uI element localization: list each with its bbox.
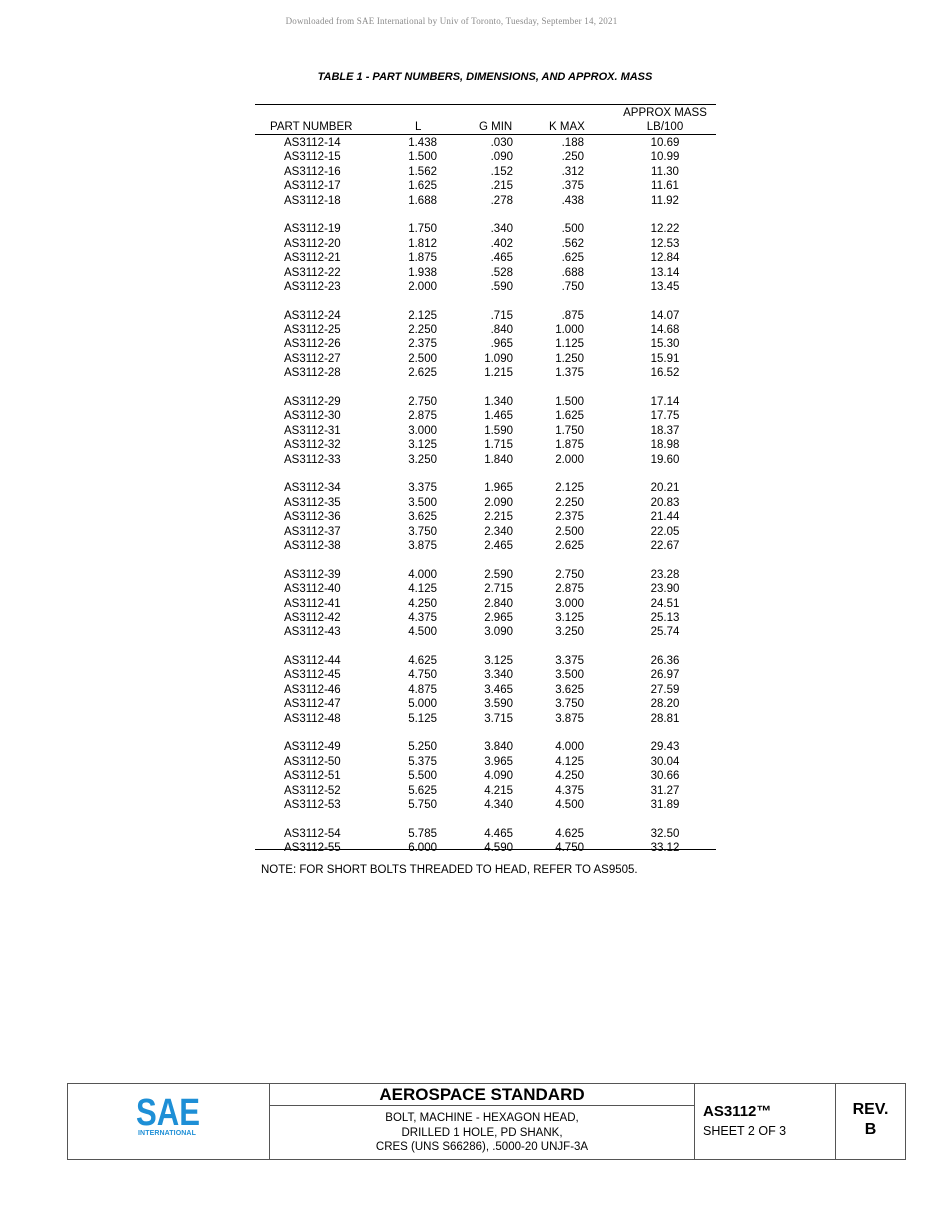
cell-k-max: 3.500 — [555, 669, 584, 682]
table-row — [255, 237, 716, 251]
cell-l: 4.625 — [408, 655, 437, 668]
row-group — [255, 740, 716, 812]
cell-part-number: AS3112-55 — [284, 842, 341, 855]
table-row — [255, 409, 716, 423]
standard-description — [270, 1111, 694, 1155]
cell-k-max: 3.750 — [555, 698, 584, 711]
cell-approx-mass: 22.67 — [650, 539, 680, 552]
cell-k-max: .188 — [561, 137, 584, 149]
cell-g-min: 1.840 — [484, 453, 513, 466]
table-row — [255, 337, 716, 351]
table-row — [255, 194, 716, 208]
cell-approx-mass: 23.90 — [650, 583, 680, 596]
table-row — [255, 625, 716, 639]
cell-g-min: 2.715 — [484, 583, 513, 596]
revision-label: REV. — [852, 1101, 889, 1118]
table-row — [255, 323, 716, 337]
cell-l: 6.000 — [408, 842, 437, 855]
cell-k-max: .438 — [561, 194, 584, 207]
cell-approx-mass: 10.69 — [650, 137, 680, 149]
cell-k-max: .625 — [561, 252, 584, 265]
document-cell — [695, 1084, 836, 1159]
cell-g-min: 3.340 — [484, 669, 513, 682]
table-row — [255, 496, 716, 510]
table-row — [255, 251, 716, 265]
sae-logo-mark — [136, 1094, 200, 1128]
cell-l: 4.875 — [408, 683, 437, 696]
header-g-min: G MIN — [479, 121, 513, 133]
cell-l: 1.750 — [408, 223, 437, 236]
cell-l: 2.625 — [408, 367, 437, 380]
cell-approx-mass: 12.22 — [650, 223, 680, 236]
cell-part-number: AS3112-50 — [284, 755, 341, 768]
cell-g-min: .152 — [490, 165, 513, 178]
cell-l: 3.375 — [408, 482, 437, 495]
table-row — [255, 309, 716, 323]
cell-approx-mass: 32.50 — [650, 827, 680, 840]
cell-part-number: AS3112-45 — [284, 669, 341, 682]
cell-part-number: AS3112-37 — [284, 525, 341, 538]
table-row — [255, 352, 716, 366]
table-row — [255, 395, 716, 409]
cell-approx-mass: 19.60 — [650, 453, 680, 466]
cell-l: 2.250 — [408, 324, 437, 337]
cell-part-number: AS3112-42 — [284, 611, 341, 624]
cell-g-min: 2.590 — [484, 568, 513, 581]
cell-part-number: AS3112-17 — [284, 180, 341, 193]
cell-k-max: .750 — [561, 280, 584, 293]
table-row — [255, 740, 716, 754]
cell-k-max: 4.750 — [555, 842, 584, 855]
cell-approx-mass: 27.59 — [650, 683, 680, 696]
table-row — [255, 683, 716, 697]
cell-g-min: 1.340 — [484, 396, 513, 409]
cell-l: 3.250 — [408, 453, 437, 466]
cell-approx-mass: 12.84 — [650, 252, 680, 265]
cell-l: 2.000 — [408, 280, 437, 293]
table-row — [255, 798, 716, 812]
cell-l: 4.500 — [408, 626, 437, 639]
table-row — [255, 453, 716, 467]
cell-g-min: 2.465 — [484, 539, 513, 552]
cell-g-min: 3.590 — [484, 698, 513, 711]
cell-approx-mass: 16.52 — [650, 367, 680, 380]
cell-g-min: 4.465 — [484, 827, 513, 840]
title-cell — [270, 1084, 695, 1159]
cell-l: 4.375 — [408, 611, 437, 624]
cell-k-max: .875 — [561, 309, 584, 322]
row-group — [255, 309, 716, 381]
cell-approx-mass: 17.14 — [650, 396, 680, 409]
cell-g-min: .528 — [490, 266, 513, 279]
table-row — [255, 222, 716, 236]
cell-l: 5.500 — [408, 770, 437, 783]
cell-part-number: AS3112-20 — [284, 237, 341, 250]
cell-k-max: 4.125 — [555, 755, 584, 768]
cell-l: 3.125 — [408, 439, 437, 452]
cell-l: 3.500 — [408, 496, 437, 509]
sae-logo-letters: SAE — [136, 1094, 200, 1128]
cell-part-number: AS3112-41 — [284, 597, 341, 610]
cell-k-max: 1.250 — [555, 352, 584, 365]
cell-g-min: .215 — [490, 180, 513, 193]
cell-approx-mass: 20.83 — [650, 496, 680, 509]
header-l: L — [415, 121, 422, 133]
row-group — [255, 568, 716, 640]
cell-g-min: 3.965 — [484, 755, 513, 768]
cell-k-max: 3.000 — [555, 597, 584, 610]
cell-k-max: 1.000 — [555, 324, 584, 337]
revision-value: B — [864, 1121, 877, 1138]
table-row — [255, 165, 716, 179]
cell-k-max: 1.500 — [555, 396, 584, 409]
cell-approx-mass: 26.36 — [650, 655, 680, 668]
cell-part-number: AS3112-32 — [284, 439, 341, 452]
cell-g-min: 3.465 — [484, 683, 513, 696]
table-row — [255, 366, 716, 380]
cell-g-min: 1.715 — [484, 439, 513, 452]
cell-part-number: AS3112-54 — [284, 827, 341, 840]
cell-approx-mass: 28.81 — [650, 712, 680, 725]
cell-g-min: 1.465 — [484, 410, 513, 423]
cell-g-min: 1.590 — [484, 424, 513, 437]
row-group — [255, 222, 716, 294]
cell-g-min: 2.965 — [484, 611, 513, 624]
cell-part-number: AS3112-23 — [284, 280, 341, 293]
table-row — [255, 784, 716, 798]
cell-g-min: 2.090 — [484, 496, 513, 509]
cell-l: 3.875 — [408, 539, 437, 552]
cell-k-max: 2.750 — [555, 568, 584, 581]
cell-l: 1.500 — [408, 151, 437, 164]
cell-l: 4.125 — [408, 583, 437, 596]
cell-k-max: 1.875 — [555, 439, 584, 452]
cell-part-number: AS3112-47 — [284, 698, 341, 711]
cell-part-number: AS3112-22 — [284, 266, 341, 279]
cell-part-number: AS3112-24 — [284, 309, 341, 322]
cell-k-max: 4.250 — [555, 770, 584, 783]
header-part-number: PART NUMBER — [270, 121, 353, 133]
cell-g-min: 1.965 — [484, 482, 513, 495]
cell-k-max: 1.625 — [555, 410, 584, 423]
cell-part-number: AS3112-51 — [284, 770, 341, 783]
cell-l: 2.750 — [408, 396, 437, 409]
table-row — [255, 769, 716, 783]
cell-l: 1.562 — [408, 165, 437, 178]
cell-approx-mass: 30.04 — [650, 755, 680, 768]
table-row — [255, 136, 716, 150]
cell-g-min: .090 — [490, 151, 513, 164]
cell-k-max: 1.125 — [555, 338, 584, 351]
cell-k-max: .250 — [561, 151, 584, 164]
sheet-number: SHEET 2 OF 3 — [703, 1124, 787, 1138]
cell-part-number: AS3112-52 — [284, 784, 341, 797]
table-row — [255, 424, 716, 438]
table-row — [255, 525, 716, 539]
sae-logo — [136, 1094, 206, 1138]
cell-l: 1.688 — [408, 194, 437, 207]
cell-g-min: 4.090 — [484, 770, 513, 783]
cell-g-min: .715 — [490, 309, 513, 322]
cell-g-min: 4.590 — [484, 842, 513, 855]
cell-part-number: AS3112-18 — [284, 194, 341, 207]
cell-k-max: 2.250 — [555, 496, 584, 509]
cell-l: 4.750 — [408, 669, 437, 682]
description-line-3: CRES (UNS S66286), .5000-20 UNJF-3A — [375, 1141, 589, 1153]
cell-g-min: .465 — [490, 252, 513, 265]
table-row — [255, 568, 716, 582]
row-group — [255, 827, 716, 856]
cell-g-min: 3.840 — [484, 741, 513, 754]
document-number: AS3112™ — [703, 1103, 772, 1120]
cell-approx-mass: 25.13 — [650, 611, 680, 624]
cell-part-number: AS3112-27 — [284, 352, 341, 365]
cell-part-number: AS3112-30 — [284, 410, 341, 423]
cell-k-max: 1.375 — [555, 367, 584, 380]
row-group — [255, 395, 716, 467]
cell-l: 5.250 — [408, 741, 437, 754]
standard-heading: AEROSPACE STANDARD — [270, 1084, 694, 1106]
download-watermark: Downloaded from SAE International by Univ of Toronto, Tuesday, September 14, 2021 — [285, 16, 618, 26]
cell-approx-mass: 29.43 — [650, 741, 680, 754]
cell-approx-mass: 25.74 — [650, 626, 680, 639]
cell-k-max: 3.625 — [555, 683, 584, 696]
cell-k-max: 4.375 — [555, 784, 584, 797]
cell-g-min: 3.715 — [484, 712, 513, 725]
cell-approx-mass: 15.91 — [650, 352, 680, 365]
sae-logo-text: INTERNATIONAL — [138, 1130, 196, 1137]
cell-part-number: AS3112-36 — [284, 511, 341, 524]
cell-approx-mass: 22.05 — [650, 525, 680, 538]
cell-approx-mass: 21.44 — [650, 511, 680, 524]
cell-l: 5.125 — [408, 712, 437, 725]
cell-part-number: AS3112-29 — [284, 396, 341, 409]
row-group — [255, 481, 716, 553]
table-row — [255, 654, 716, 668]
table-row — [255, 755, 716, 769]
cell-approx-mass: 13.14 — [650, 266, 680, 279]
cell-part-number: AS3112-49 — [284, 741, 341, 754]
cell-part-number: AS3112-34 — [284, 482, 341, 495]
cell-approx-mass: 31.27 — [650, 784, 680, 797]
table-row — [255, 712, 716, 726]
cell-l: 5.625 — [408, 784, 437, 797]
cell-g-min: .840 — [490, 324, 513, 337]
cell-l: 1.812 — [408, 237, 437, 250]
cell-part-number: AS3112-31 — [284, 424, 341, 437]
cell-k-max: 3.250 — [555, 626, 584, 639]
table-row — [255, 539, 716, 553]
cell-g-min: 1.090 — [484, 352, 513, 365]
cell-part-number: AS3112-21 — [284, 252, 341, 265]
cell-k-max: 4.625 — [555, 827, 584, 840]
cell-approx-mass: 30.66 — [650, 770, 680, 783]
cell-g-min: .402 — [490, 237, 513, 250]
cell-approx-mass: 15.30 — [650, 338, 680, 351]
cell-k-max: 2.625 — [555, 539, 584, 552]
cell-approx-mass: 23.28 — [650, 568, 680, 581]
cell-l: 3.750 — [408, 525, 437, 538]
cell-k-max: .312 — [561, 165, 584, 178]
cell-approx-mass: 11.61 — [651, 180, 679, 193]
cell-approx-mass: 11.92 — [651, 194, 679, 207]
cell-g-min: 1.215 — [484, 367, 513, 380]
table-row — [255, 582, 716, 596]
table-row — [255, 280, 716, 294]
header-mass-line1: APPROX MASS — [623, 107, 707, 119]
cell-part-number: AS3112-26 — [284, 338, 341, 351]
cell-l: 5.375 — [408, 755, 437, 768]
cell-l: 3.625 — [408, 511, 437, 524]
cell-g-min: .965 — [490, 338, 513, 351]
cell-g-min: 4.215 — [484, 784, 513, 797]
cell-k-max: 2.125 — [555, 482, 584, 495]
table-row — [255, 179, 716, 193]
cell-part-number: AS3112-44 — [284, 655, 341, 668]
cell-part-number: AS3112-25 — [284, 324, 341, 337]
cell-l: 5.000 — [408, 698, 437, 711]
cell-approx-mass: 14.07 — [650, 309, 680, 322]
cell-g-min: 2.340 — [484, 525, 513, 538]
cell-g-min: .340 — [490, 223, 513, 236]
cell-part-number: AS3112-19 — [284, 223, 341, 236]
cell-k-max: 4.000 — [555, 741, 584, 754]
cell-l: 2.875 — [408, 410, 437, 423]
cell-approx-mass: 24.51 — [650, 597, 680, 610]
cell-approx-mass: 28.20 — [650, 698, 680, 711]
cell-part-number: AS3112-16 — [284, 165, 341, 178]
table-note: NOTE: FOR SHORT BOLTS THREADED TO HEAD, REFER TO AS9505. — [261, 864, 638, 876]
cell-part-number: AS3112-39 — [284, 568, 341, 581]
table-bottom-rule — [255, 849, 716, 850]
cell-k-max: 1.750 — [555, 424, 584, 437]
table-row — [255, 438, 716, 452]
cell-l: 4.250 — [408, 597, 437, 610]
cell-k-max: 3.875 — [555, 712, 584, 725]
cell-part-number: AS3112-33 — [284, 453, 341, 466]
cell-part-number: AS3112-15 — [284, 151, 341, 164]
logo-cell — [68, 1084, 270, 1159]
cell-k-max: 4.500 — [555, 798, 584, 811]
cell-k-max: .500 — [561, 223, 584, 236]
cell-l: 1.875 — [408, 252, 437, 265]
table-row — [255, 597, 716, 611]
cell-g-min: 3.090 — [484, 626, 513, 639]
table-row — [255, 827, 716, 841]
cell-k-max: .562 — [561, 237, 584, 250]
revision-cell — [836, 1084, 905, 1159]
cell-part-number: AS3112-14 — [284, 137, 341, 149]
cell-g-min: .590 — [490, 280, 513, 293]
table-body — [255, 136, 716, 856]
cell-k-max: .688 — [561, 266, 584, 279]
cell-k-max: .375 — [561, 180, 584, 193]
cell-approx-mass: 18.98 — [650, 439, 680, 452]
table-top-rule — [255, 104, 716, 105]
cell-approx-mass: 31.89 — [650, 798, 680, 811]
cell-part-number: AS3112-40 — [284, 583, 341, 596]
cell-approx-mass: 18.37 — [650, 424, 680, 437]
table-header — [255, 106, 716, 136]
table-row — [255, 481, 716, 495]
header-mass-line2: LB/100 — [646, 121, 684, 133]
cell-l: 5.785 — [408, 827, 437, 840]
cell-g-min: 3.125 — [484, 655, 513, 668]
table-row — [255, 510, 716, 524]
row-group — [255, 136, 716, 208]
cell-g-min: 2.840 — [484, 597, 513, 610]
cell-part-number: AS3112-46 — [284, 683, 341, 696]
cell-approx-mass: 10.99 — [650, 151, 680, 164]
cell-approx-mass: 20.21 — [650, 482, 680, 495]
cell-g-min: 2.215 — [484, 511, 513, 524]
cell-approx-mass: 13.45 — [650, 280, 680, 293]
cell-l: 2.375 — [408, 338, 437, 351]
cell-k-max: 3.125 — [555, 611, 584, 624]
cell-k-max: 2.375 — [555, 511, 584, 524]
cell-approx-mass: 33.12 — [650, 842, 680, 855]
cell-l: 1.938 — [408, 266, 437, 279]
cell-part-number: AS3112-53 — [284, 798, 341, 811]
cell-k-max: 3.375 — [555, 655, 584, 668]
cell-l: 1.625 — [408, 180, 437, 193]
cell-part-number: AS3112-48 — [284, 712, 341, 725]
cell-k-max: 2.000 — [555, 453, 584, 466]
cell-approx-mass: 17.75 — [650, 410, 680, 423]
table-row — [255, 611, 716, 625]
cell-g-min: .030 — [490, 137, 513, 149]
table-title: TABLE 1 - PART NUMBERS, DIMENSIONS, AND APPROX. MASS — [317, 71, 653, 83]
table-row — [255, 266, 716, 280]
cell-l: 3.000 — [408, 424, 437, 437]
cell-approx-mass: 11.30 — [651, 165, 679, 178]
cell-l: 2.500 — [408, 352, 437, 365]
cell-g-min: .278 — [490, 194, 513, 207]
cell-approx-mass: 26.97 — [650, 669, 680, 682]
cell-k-max: 2.500 — [555, 525, 584, 538]
table-header-rule — [255, 134, 716, 135]
table-row — [255, 668, 716, 682]
cell-part-number: AS3112-43 — [284, 626, 341, 639]
cell-part-number: AS3112-38 — [284, 539, 341, 552]
cell-approx-mass: 12.53 — [650, 237, 680, 250]
description-line-1: BOLT, MACHINE - HEXAGON HEAD, — [385, 1112, 579, 1124]
table-row — [255, 150, 716, 164]
cell-l: 1.438 — [408, 137, 437, 149]
cell-g-min: 4.340 — [484, 798, 513, 811]
cell-part-number: AS3112-28 — [284, 367, 341, 380]
cell-l: 5.750 — [408, 798, 437, 811]
header-k-max: K MAX — [549, 121, 585, 133]
title-block — [67, 1083, 906, 1160]
cell-k-max: 2.875 — [555, 583, 584, 596]
row-group — [255, 654, 716, 726]
cell-l: 4.000 — [408, 568, 437, 581]
description-line-2: DRILLED 1 HOLE, PD SHANK, — [401, 1126, 563, 1139]
cell-approx-mass: 14.68 — [650, 324, 680, 337]
table-row — [255, 697, 716, 711]
cell-part-number: AS3112-35 — [284, 496, 341, 509]
cell-l: 2.125 — [408, 309, 437, 322]
